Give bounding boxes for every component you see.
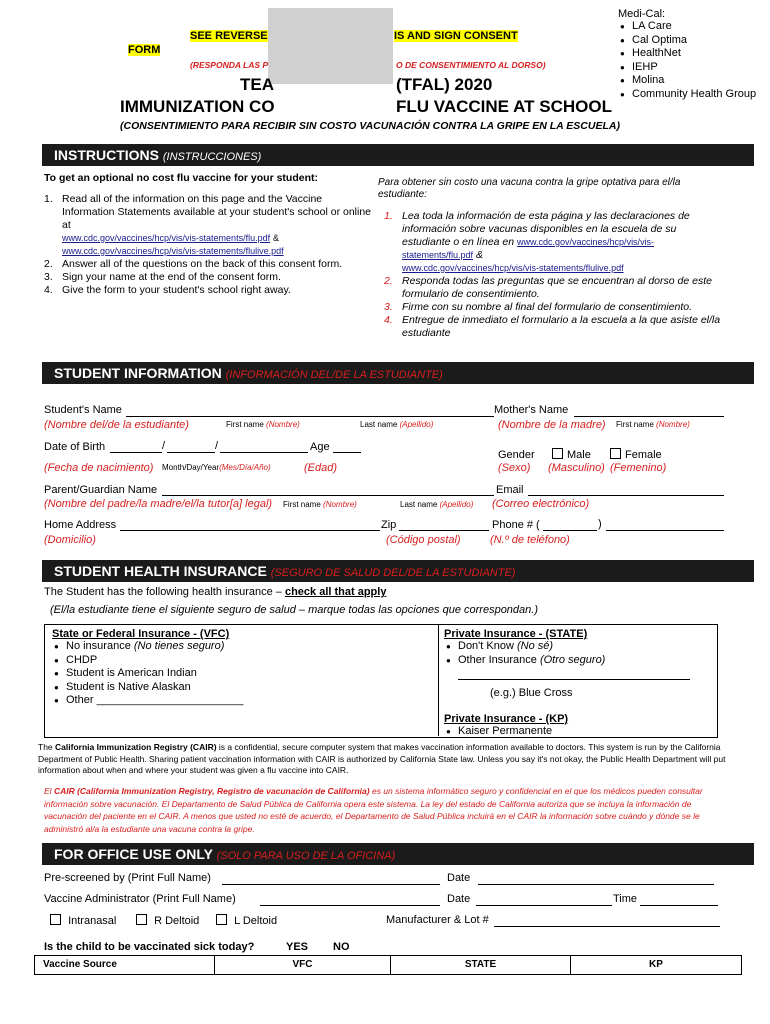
instruction-step-es: 1. Lea toda la información de esta página y las declaraciones de información sobre vacunas disponibles en la escuela de su estudiante o en línea en www.cdc.gov/vaccines/hcp/vis/vis-statements/flu.pdf & www.cdc.gov/vaccines/hcp/vis/vis-statements/flulive.pdf: [384, 210, 690, 273]
instructions-title: INSTRUCTIONS: [54, 147, 159, 163]
vfc-option[interactable]: ● Student is American Indian: [52, 667, 432, 681]
table-header-vfc[interactable]: VFC: [215, 956, 391, 974]
health-insurance-title: STUDENT HEALTH INSURANCE: [54, 563, 267, 579]
administrator-date-input[interactable]: [476, 893, 612, 906]
gender-female-option[interactable]: Female: [610, 448, 662, 461]
instructions-list: [44, 193, 374, 297]
instructions-list-es: [384, 210, 724, 340]
title-line1-b: (TFAL) 2020: [396, 75, 493, 94]
medical-heading: Medi-Cal:: [618, 8, 666, 20]
zip-label-es: (Código postal): [386, 534, 461, 546]
vis-flulive-link-es[interactable]: www.cdc.gov/vaccines/hcp/vis/vis-statements/flulive.pdf: [402, 263, 624, 273]
insurance-divider: [438, 624, 439, 736]
sick-question: Is the child to be vaccinated sick today?: [44, 941, 255, 953]
insurance-intro-es: (El/la estudiante tiene el siguiente seguro de salud – marque todas las opciones que correspondan.): [50, 604, 538, 616]
address-label: Home Address: [44, 519, 117, 531]
prescreened-date-label: Date: [447, 872, 471, 884]
dob-year-input[interactable]: [220, 441, 308, 453]
medical-plan: ● Community Health Group: [618, 88, 764, 102]
notice-line1-b: IS AND SIGN CONSENT: [394, 30, 518, 42]
state-option[interactable]: ● Don't Know (No sé): [444, 640, 714, 654]
email-label-es: (Correo electrónico): [492, 498, 590, 510]
administrator-label: Vaccine Administrator (Print Full Name): [44, 893, 236, 905]
vfc-option[interactable]: ● Student is Native Alaskan: [52, 681, 432, 695]
male-label-es: (Masculino): [548, 462, 605, 474]
l-deltoid-checkbox[interactable]: [216, 914, 227, 925]
medical-plan: ● IEHP: [618, 61, 764, 75]
instruction-step: 4. Give the form to your student's school right away.: [44, 284, 291, 296]
student-name-label: Student's Name: [44, 404, 122, 416]
medical-box: [618, 8, 764, 112]
phone-label-es: (N.º de teléfono): [490, 534, 570, 546]
age-input[interactable]: [333, 441, 361, 453]
cair-text-es: El CAIR (California Immunization Registry, Registro de vacunación de California) es un sistema informático seguro y confidencial en el que los médicos pueden consultar información sobre vacunación. El Departamento de Salud Pública de California opera este sistema. La ley del estado de California autoriza que se incluya la información de vacunación del paciente en el CAIR. A menos que usted no esté de acuerdo, el Departamento de Salud Pública incluirá en el CAIR la información sobre cuándo y dónde se le administró al/a la estudiante una vacuna contra la gripe.: [44, 786, 703, 834]
phone-area-input[interactable]: [543, 519, 597, 531]
vfc-option[interactable]: ● CHDP: [52, 654, 432, 668]
zip-label: Zip: [381, 519, 397, 531]
zip-input[interactable]: [399, 519, 489, 531]
last-name-hint: Last name: [360, 420, 398, 429]
vfc-heading: State or Federal Insurance - (VFC): [52, 628, 230, 640]
instruction-step: 1. Read all of the information on this page and the Vaccine Information Statements available at your student's school or online at www.cdc.gov/vaccines/hcp/vis/vis-statements/flu.pdf & www.cdc.gov/vaccines/hcp/vis/vis-statements/flulive.pdf: [44, 193, 372, 256]
intranasal-option[interactable]: Intranasal: [50, 914, 116, 927]
office-title-es: (SOLO PARA USO DE LA OFICINA): [216, 850, 396, 862]
age-label-es: (Edad): [304, 462, 338, 474]
first-name-hint: First name: [226, 420, 264, 429]
health-insurance-title-es: (SEGURO DE SALUD DEL/DE LA ESTUDIANTE): [270, 567, 516, 579]
cair-text: The California Immunization Registry (CAIR) is a confidential, secure computer system that makes vaccination information available to doctors. This system is run by the California Department of Public Health. Sharing patient vaccination information with CAIR is authorized by California State law. Unless you say it's not okay, the Public Health Department will put information about when and where your student was given a flu vaccine into CAIR.: [38, 742, 726, 775]
instruction-step: 3. Sign your name at the end of the consent form.: [44, 271, 281, 283]
prescreened-date-input[interactable]: [478, 872, 714, 885]
female-checkbox[interactable]: [610, 448, 621, 459]
intranasal-checkbox[interactable]: [50, 914, 61, 925]
gender-male-option[interactable]: Male: [552, 448, 591, 461]
table-header-state[interactable]: STATE: [391, 956, 571, 974]
state-example: (e.g.) Blue Cross: [490, 687, 573, 699]
title-line1-a: TEA: [240, 75, 274, 94]
vfc-option[interactable]: ● Other ________________________: [52, 694, 432, 708]
prescreened-input[interactable]: [222, 872, 440, 885]
guardian-name-label: Parent/Guardian Name: [44, 484, 158, 496]
title-line2-b: FLU VACCINE AT SCHOOL: [396, 97, 612, 116]
r-deltoid-option[interactable]: R Deltoid: [136, 914, 199, 927]
notice-spanish-b: O DE CONSENTIMIENTO AL DORSO): [396, 60, 546, 70]
student-info-title: STUDENT INFORMATION: [54, 365, 222, 381]
state-heading: Private Insurance - (STATE): [444, 628, 588, 640]
medical-plan: ● Molina: [618, 74, 764, 88]
student-info-bar: [42, 362, 754, 384]
dob-format-hint: Month/Day/Year: [162, 463, 220, 472]
vis-flulive-link[interactable]: www.cdc.gov/vaccines/hcp/vis/vis-statements/flulive.pdf: [62, 246, 284, 256]
office-bar: [42, 843, 754, 865]
female-label-es: (Femenino): [610, 462, 667, 474]
notice-line2: FORM: [128, 44, 161, 56]
time-label: Time: [613, 893, 638, 905]
medical-plan-list: [618, 20, 764, 101]
subtitle: (CONSENTIMIENTO PARA RECIBIR SIN COSTO VACUNACIÓN CONTRA LA GRIPE EN LA ESCUELA): [120, 120, 620, 132]
insurance-intro: The Student has the following health insurance – check all that apply: [44, 586, 387, 598]
r-deltoid-checkbox[interactable]: [136, 914, 147, 925]
sick-yes[interactable]: YES: [286, 941, 309, 953]
kp-option[interactable]: ● Kaiser Permanente: [444, 725, 714, 739]
address-input[interactable]: [120, 519, 380, 531]
address-label-es: (Domicilio): [44, 534, 96, 546]
instruction-step-es: 2. Responda todas las preguntas que se encuentran al dorso de este formulario de consentimiento.: [384, 275, 712, 300]
notice-line1-a: SEE REVERSE: [190, 30, 268, 42]
health-insurance-bar: [42, 560, 754, 582]
instruction-step-es: 3. Firme con su nombre al final del formulario de consentimiento.: [384, 301, 693, 313]
other-insurance-input[interactable]: [458, 667, 690, 680]
email-input[interactable]: [528, 484, 724, 496]
gender-label-es: (Sexo): [498, 462, 531, 474]
medical-plan: ● LA Care: [618, 20, 764, 34]
instruction-step: 2. Answer all of the questions on the back of this consent form.: [44, 258, 343, 270]
vfc-option[interactable]: ● No insurance (No tienes seguro): [52, 640, 432, 654]
table-header-source: Vaccine Source: [35, 956, 215, 974]
manufacturer-input[interactable]: [494, 914, 720, 927]
phone-number-input[interactable]: [606, 519, 724, 531]
guardian-name-input[interactable]: [162, 484, 494, 496]
instruction-step-es: 4. Entregue de inmediato el formulario a la escuela a la que asiste el/la estudiante: [384, 314, 721, 339]
instructions-intro: To get an optional no cost flu vaccine for your student:: [44, 172, 318, 184]
instructions-intro-es: Para obtener sin costo una vacuna contra la gripe optativa para el/la estudiante:: [378, 177, 681, 200]
male-checkbox[interactable]: [552, 448, 563, 459]
vis-flu-link[interactable]: www.cdc.gov/vaccines/hcp/vis/vis-statements/flu.pdf: [62, 233, 271, 243]
state-list: [444, 640, 714, 667]
title-line2-a: IMMUNIZATION CO: [120, 97, 275, 116]
student-name-input[interactable]: [126, 404, 494, 417]
mother-name-label: Mother's Name: [494, 404, 569, 416]
guardian-name-label-es: (Nombre del padre/la madre/el/la tutor[a] legal): [44, 498, 273, 510]
mother-name-label-es: (Nombre de la madre): [498, 419, 606, 431]
dob-day-input[interactable]: [167, 441, 215, 453]
medical-plan: ● HealthNet: [618, 47, 764, 61]
medical-plan: ● Cal Optima: [618, 34, 764, 48]
vis-flu-link-es[interactable]: www.cdc.gov/vaccines/hcp/vis/vis-statements/flu.pdf: [402, 237, 655, 260]
office-title: FOR OFFICE USE ONLY: [54, 846, 213, 862]
administrator-input[interactable]: [260, 893, 440, 906]
time-input[interactable]: [640, 893, 718, 906]
notice-spanish-a: (RESPONDA LAS P: [190, 60, 269, 70]
vfc-list: [52, 640, 432, 708]
kp-list: [444, 725, 714, 739]
manufacturer-label: Manufacturer & Lot #: [386, 914, 489, 926]
phone-label: Phone # (: [492, 519, 540, 531]
table-header-kp[interactable]: KP: [649, 959, 663, 970]
administrator-date-label: Date: [447, 893, 471, 905]
mother-name-input[interactable]: [574, 404, 724, 417]
age-label: Age: [310, 441, 330, 453]
email-label: Email: [496, 484, 524, 496]
instructions-title-es: (INSTRUCCIONES): [162, 151, 262, 163]
instructions-bar: [42, 144, 754, 166]
student-info-title-es: (INFORMACIÓN DEL/DE LA ESTUDIANTE): [225, 369, 443, 381]
sick-no[interactable]: NO: [333, 941, 350, 953]
l-deltoid-option[interactable]: L Deltoid: [216, 914, 277, 927]
gender-label: Gender: [498, 449, 535, 461]
state-option[interactable]: ● Other Insurance (Otro seguro): [444, 654, 714, 668]
dob-month-input[interactable]: [110, 441, 162, 453]
prescreened-label: Pre-screened by (Print Full Name): [44, 872, 211, 884]
redaction-box: [268, 8, 393, 84]
student-name-label-es: (Nombre del/de la estudiante): [44, 419, 189, 431]
dob-label: Date of Birth: [44, 441, 106, 453]
kp-heading: Private Insurance - (KP): [444, 713, 569, 725]
vaccine-source-table: [34, 955, 742, 975]
dob-label-es: (Fecha de nacimiento): [44, 462, 154, 474]
